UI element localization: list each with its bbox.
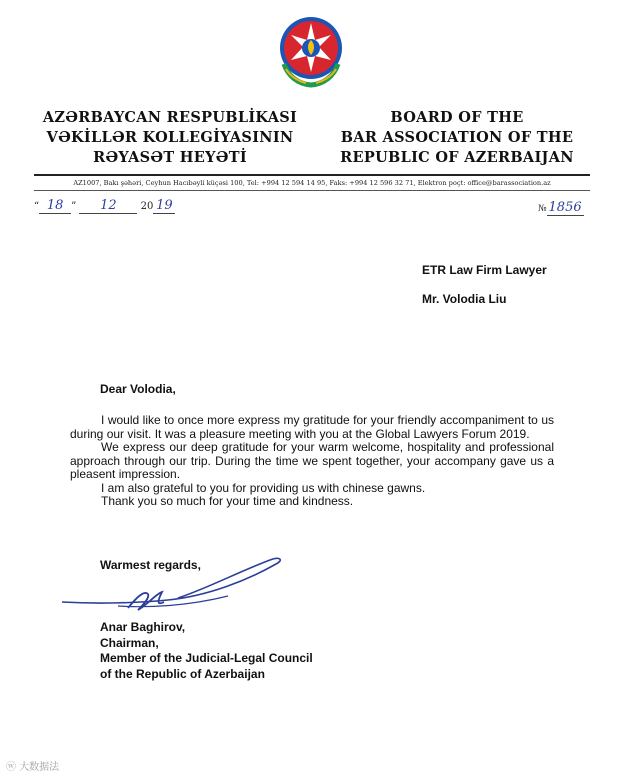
- closing: Warmest regards,: [100, 558, 201, 572]
- signatory-name: Anar Baghirov,: [100, 620, 186, 634]
- signatory-role-1: Member of the Judicial-Legal Council: [100, 651, 313, 665]
- number-value: 1856: [548, 200, 582, 215]
- paragraph-3: I am also grateful to you for providing us with chinese gawns.: [101, 480, 426, 495]
- weibo-icon: ⓦ: [6, 762, 16, 773]
- signatory-title: Chairman,: [100, 635, 159, 650]
- header-english: [332, 108, 582, 168]
- recipient-line-1: ETR Law Firm Lawyer: [422, 263, 547, 277]
- date-year-prefix: 20: [140, 201, 154, 212]
- paragraph-4: Thank you so much for your time and kindness.: [101, 494, 354, 508]
- date-month: 12: [100, 198, 117, 213]
- number-prefix: №: [538, 204, 547, 214]
- date-day: 18: [46, 198, 64, 213]
- reference-number: [538, 200, 584, 215]
- letter-date: “ 18 ” 12 20 19: [34, 198, 175, 214]
- letter-body: [70, 414, 554, 509]
- header-left-line-3: RƏYASƏT HEYƏTİ: [93, 149, 247, 166]
- azerbaijan-emblem-icon: [276, 14, 346, 88]
- header-right-line-2: BAR ASSOCIATION OF THE: [340, 129, 574, 146]
- recipient-line-2: Mr. Volodia Liu: [422, 292, 507, 306]
- address-divider: [34, 190, 590, 191]
- header-divider: [34, 174, 590, 176]
- address-line: AZ1007, Bakı şəhəri, Ceyhun Hacıbəyli küçəsi 100, Tel: +994 12 594 14 95, Faks: +994 12 596 32 71, Elektron poçt: office@barassociation.az: [73, 179, 551, 187]
- signature-icon: [58, 550, 288, 620]
- paragraph-2: We express our deep gratitude for your warm welcome, hospitality and professional approach through our trip. During the time we spent together, your accompany gave us a pleasent impression.: [70, 440, 554, 481]
- header-azerbaijani: [40, 108, 300, 168]
- paragraph-1: I would like to once more express my gratitude for your friendly accompaniment to us during our visit. It was a pleasure meeting with you at the Global Lawyers Forum 2019.: [70, 413, 554, 441]
- date-year-suffix: 19: [156, 198, 173, 213]
- header-right-line-1: BOARD OF THE: [390, 109, 524, 126]
- watermark: [6, 758, 59, 773]
- watermark-text: 大数据法: [19, 762, 60, 773]
- signatory-role-2: of the Republic of Azerbaijan: [100, 666, 265, 681]
- greeting: Dear Volodia,: [100, 382, 176, 396]
- header-right-line-3: REPUBLIC OF AZERBAIJAN: [340, 149, 574, 166]
- header-left-line-1: AZƏRBAYCAN RESPUBLİKASI: [42, 109, 298, 126]
- signature-block: [100, 620, 313, 682]
- header-left-line-2: VƏKİLLƏR KOLLEGİYASININ: [46, 129, 294, 146]
